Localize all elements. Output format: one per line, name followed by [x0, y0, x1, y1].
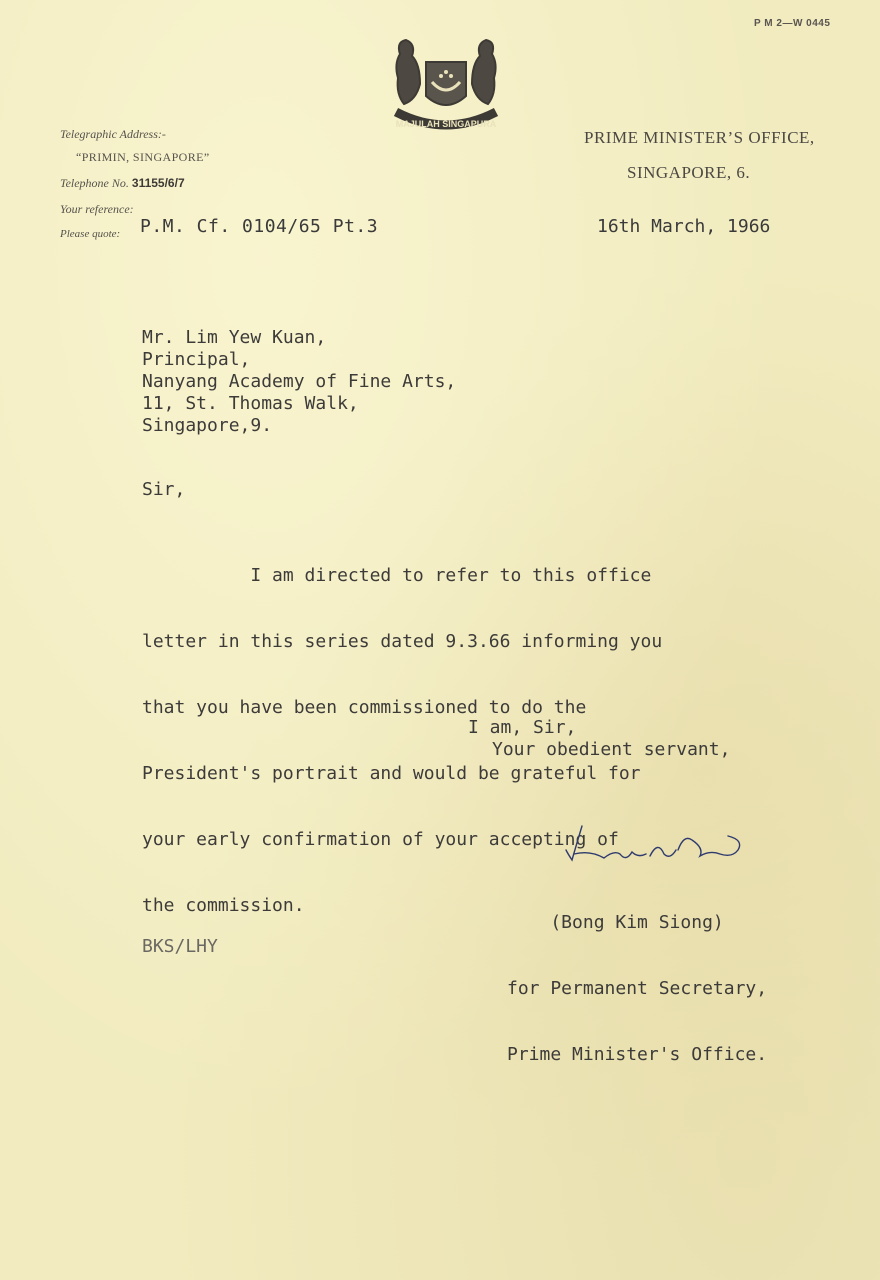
body-line: the commission. [142, 895, 305, 916]
body-line: that you have been commissioned to do the [142, 697, 587, 718]
form-number: P M 2—W 0445 [754, 18, 831, 29]
addressee-line: Nanyang Academy of Fine Arts, [142, 371, 457, 392]
telephone-value: 31155/6/7 [131, 176, 185, 190]
please-quote-label: Please quote: [60, 228, 121, 240]
letter-date: 16th March, 1966 [597, 216, 771, 237]
salutation: Sir, [142, 479, 186, 500]
signer-block [507, 868, 767, 1088]
telegraphic-address-label: Telegraphic Address:- [60, 127, 166, 141]
telephone-line [60, 176, 185, 191]
reference-initials: BKS/LHY [142, 936, 218, 957]
please-quote-value: P.M. Cf. 0104/65 Pt.3 [140, 216, 379, 237]
signer-office: Prime Minister's Office. [507, 1044, 768, 1065]
addressee-line: Singapore,9. [142, 415, 273, 436]
body-line: letter in this series dated 9.3.66 informing you [142, 631, 663, 652]
office-name: PRIME MINISTER’S OFFICE, [584, 128, 815, 147]
addressee-line: Principal, [142, 349, 251, 370]
signer-title: for Permanent Secretary, [507, 978, 768, 999]
addressee-line: Mr. Lim Yew Kuan, [142, 327, 327, 348]
singapore-coat-of-arms-icon [386, 34, 506, 136]
closing-line-2: Your obedient servant, [492, 739, 731, 760]
body-line: I am directed to refer to this office [142, 565, 652, 586]
addressee-line: 11, St. Thomas Walk, [142, 393, 359, 414]
telegraphic-address-value: “PRIMIN, SINGAPORE” [76, 150, 210, 164]
telephone-label: Telephone No. [60, 176, 129, 190]
body-line: your early confirmation of your accepting of [142, 829, 619, 850]
office-city: SINGAPORE, 6. [627, 163, 751, 182]
crest-motto: MAJULAH SINGAPURA [395, 119, 497, 129]
closing-line-1: I am, Sir, [468, 717, 577, 738]
your-reference-label: Your reference: [60, 202, 134, 216]
signer-name: (Bong Kim Siong) [507, 912, 724, 933]
body-line: President's portrait and would be grateful for [142, 763, 641, 784]
addressee-block [142, 327, 456, 437]
